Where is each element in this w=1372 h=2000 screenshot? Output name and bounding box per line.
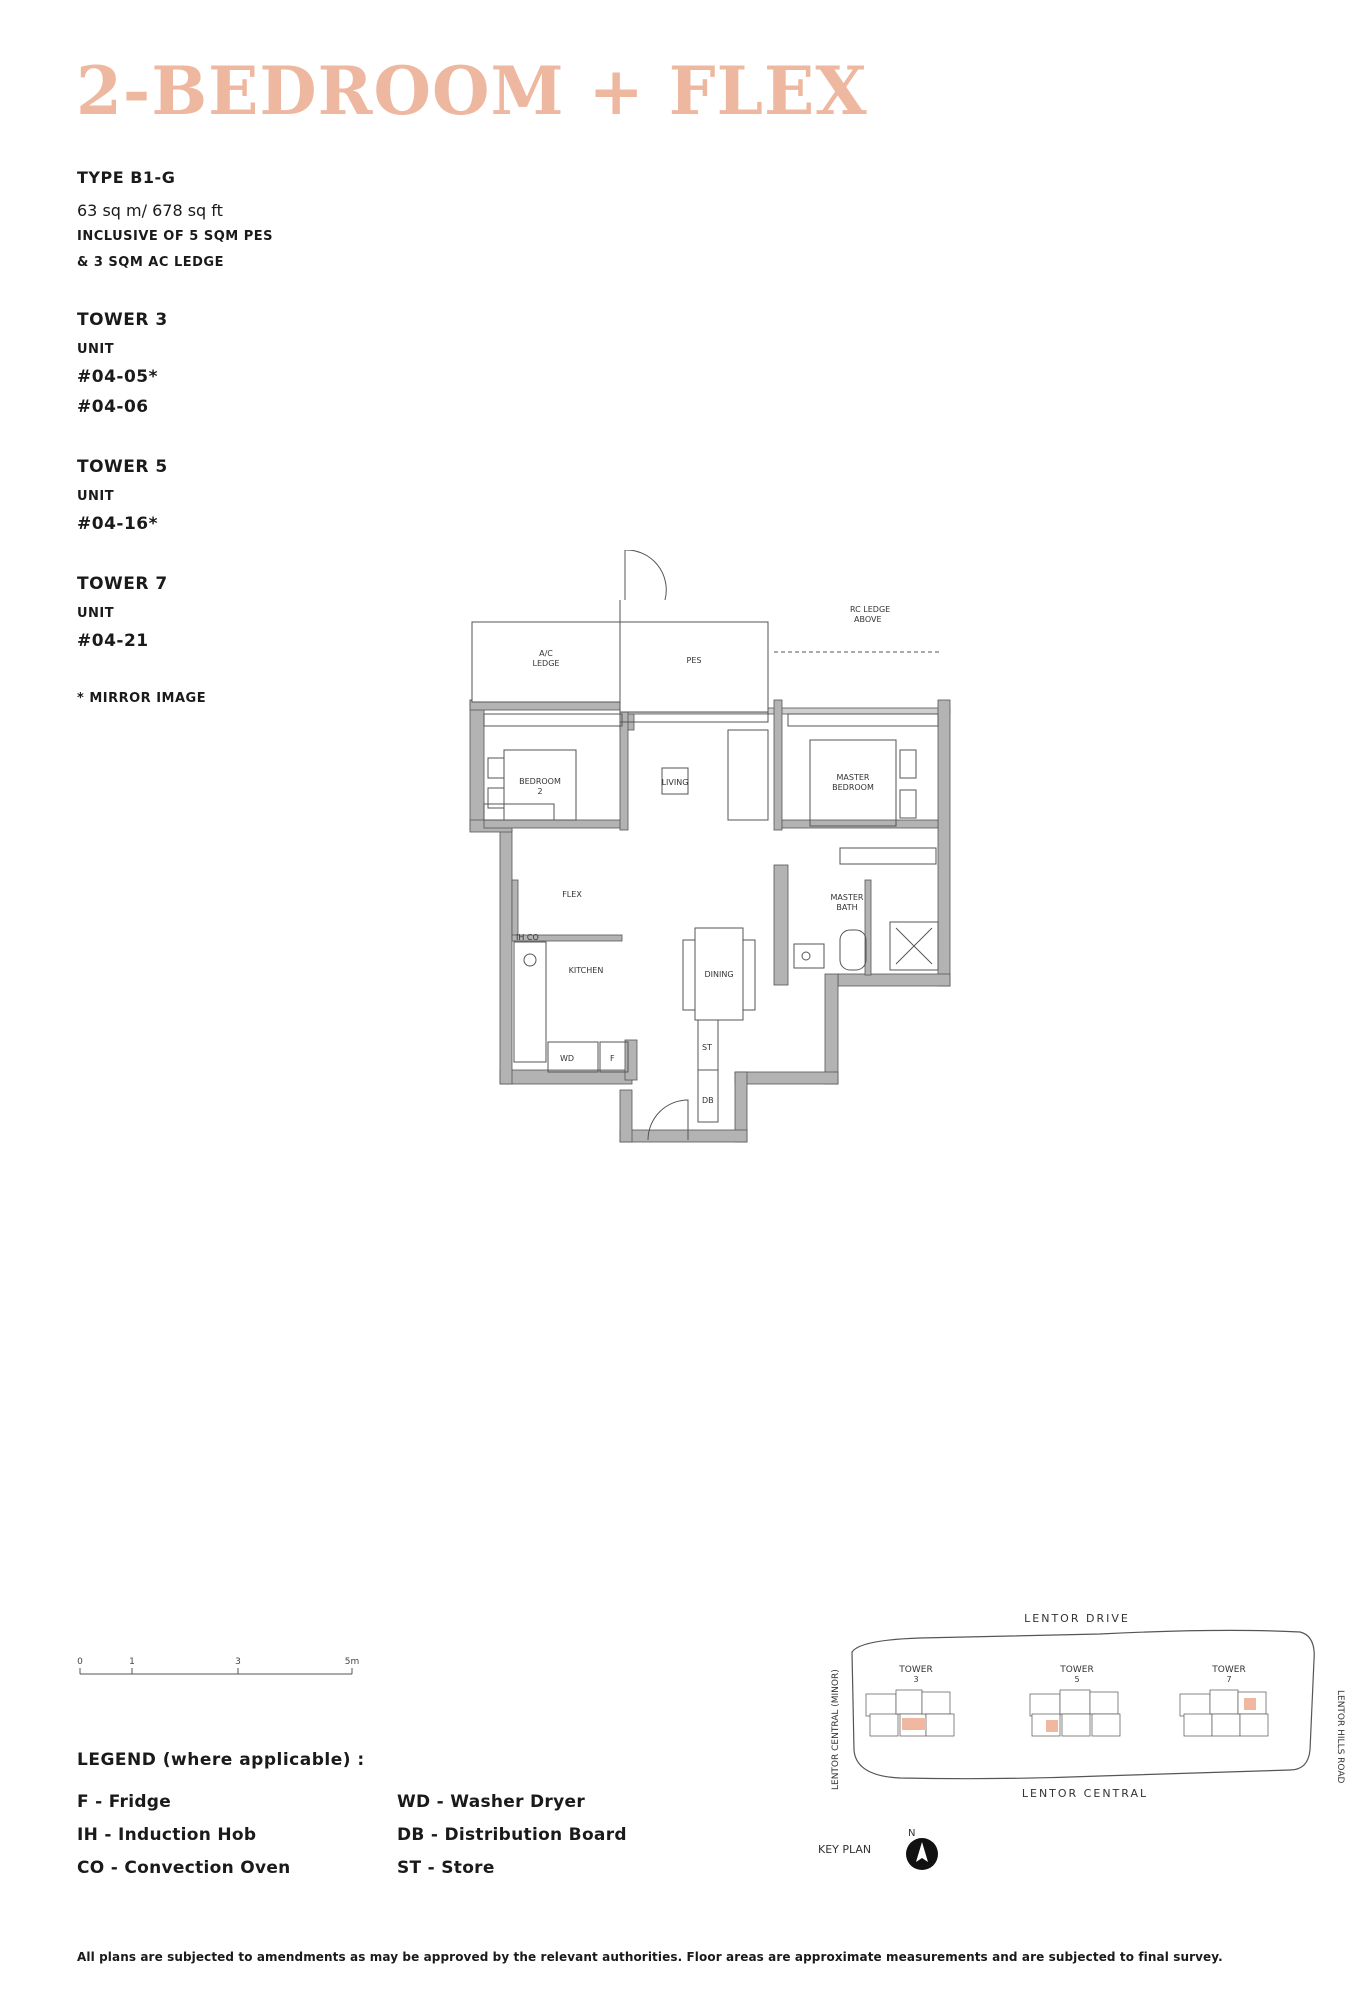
road-label-left: LENTOR CENTRAL (MINOR) [831, 1669, 841, 1790]
wd-label: WD [560, 1054, 575, 1063]
unit-area: 63 sq m/ 678 sq ft [77, 201, 223, 220]
scale-tick-label: 0 [77, 1657, 83, 1667]
tower-5-unit: #04-16* [77, 514, 159, 534]
scale-tick-label: 1 [129, 1657, 135, 1667]
svg-text:TOWER: TOWER [1212, 1665, 1246, 1675]
kitchen-label: KITCHEN [568, 966, 604, 975]
master-bedroom-label: BEDROOM [832, 783, 874, 792]
ac-ledge-label: LEDGE [532, 659, 560, 668]
svg-text:3: 3 [913, 1675, 919, 1684]
disclaimer: All plans are subjected to amendments as may be approved by the relevant authorities. Floor areas are approximate measurements and are subjected to final survey. [77, 1950, 1223, 1964]
tower-5-unit-label: UNIT [77, 489, 115, 504]
tower-3 [866, 1665, 954, 1736]
distribution-board-label: DB [702, 1096, 714, 1105]
unit-info [77, 168, 377, 706]
rc-ledge-label: RC LEDGE [850, 605, 891, 614]
tower-7-unit-highlight [1244, 1698, 1256, 1710]
legend-item: CO - Convection Oven [77, 1858, 291, 1878]
tower-3-heading: TOWER 3 [77, 310, 168, 330]
area-note-ac-ledge: & 3 SQM AC LEDGE [77, 255, 224, 270]
legend-item: IH - Induction Hob [77, 1825, 257, 1845]
master-bath-label: MASTER [830, 893, 864, 902]
svg-text:TOWER: TOWER [899, 1665, 933, 1675]
scale-tick-label: 3 [235, 1657, 241, 1667]
tower-3-unit: #04-06 [77, 397, 149, 417]
tower-3-unit-highlight [902, 1718, 914, 1730]
mirror-image-note: * MIRROR IMAGE [77, 691, 207, 706]
floor-plan [460, 550, 960, 1170]
page-title: 2-BEDROOM + FLEX [76, 52, 868, 130]
bedroom-2-label: BEDROOM [519, 777, 561, 786]
svg-text:7: 7 [1226, 1675, 1232, 1684]
ih-co-label: IH CO [516, 933, 539, 942]
flex-label: FLEX [562, 890, 582, 899]
tower-3-unit: #04-05* [77, 367, 159, 387]
road-label-bottom: LENTOR CENTRAL [1021, 1787, 1149, 1800]
legend-item: ST - Store [397, 1858, 495, 1878]
master-bath-label: BATH [836, 903, 858, 912]
tower-5 [1030, 1665, 1120, 1736]
rc-ledge-label: ABOVE [854, 615, 882, 624]
key-plan [800, 1600, 1360, 1900]
tower-7-unit: #04-21 [77, 631, 149, 651]
unit-type: TYPE B1-G [77, 168, 176, 187]
tower-3-unit-label: UNIT [77, 342, 115, 357]
svg-text:5: 5 [1074, 1675, 1080, 1684]
scale-bar [74, 1652, 374, 1692]
living-label: LIVING [661, 778, 689, 787]
fridge-label: F [610, 1054, 615, 1063]
legend-item: DB - Distribution Board [397, 1825, 627, 1845]
bedroom-2-label: 2 [537, 787, 543, 796]
tower-7-heading: TOWER 7 [77, 574, 168, 594]
area-note-pes: INCLUSIVE OF 5 SQM PES [77, 229, 273, 244]
legend-title: LEGEND (where applicable) : [77, 1750, 365, 1770]
svg-text:TOWER: TOWER [1060, 1665, 1094, 1675]
tower-5-unit-highlight [1046, 1720, 1058, 1732]
road-label-top: LENTOR DRIVE [1024, 1612, 1130, 1625]
tower-3-unit-highlight [914, 1718, 926, 1730]
tower-5-heading: TOWER 5 [77, 457, 168, 477]
dining-label: DINING [704, 970, 734, 979]
north-arrow-icon [906, 1828, 938, 1870]
road-label-right: LENTOR HILLS ROAD [1335, 1690, 1345, 1784]
floor-plan-walls [470, 700, 950, 1142]
ac-ledge-label: A/C [539, 649, 553, 658]
master-bedroom-label: MASTER [836, 773, 870, 782]
svg-text:N: N [908, 1828, 916, 1839]
tower-7 [1180, 1665, 1268, 1736]
legend [77, 1750, 677, 1878]
scale-tick-label: 5m [344, 1657, 360, 1667]
pes-label: PES [686, 656, 702, 665]
legend-item: WD - Washer Dryer [397, 1792, 586, 1812]
tower-7-unit-label: UNIT [77, 606, 115, 621]
key-plan-label: KEY PLAN [818, 1843, 872, 1856]
store-label: ST [702, 1043, 712, 1052]
legend-item: F - Fridge [77, 1792, 172, 1812]
